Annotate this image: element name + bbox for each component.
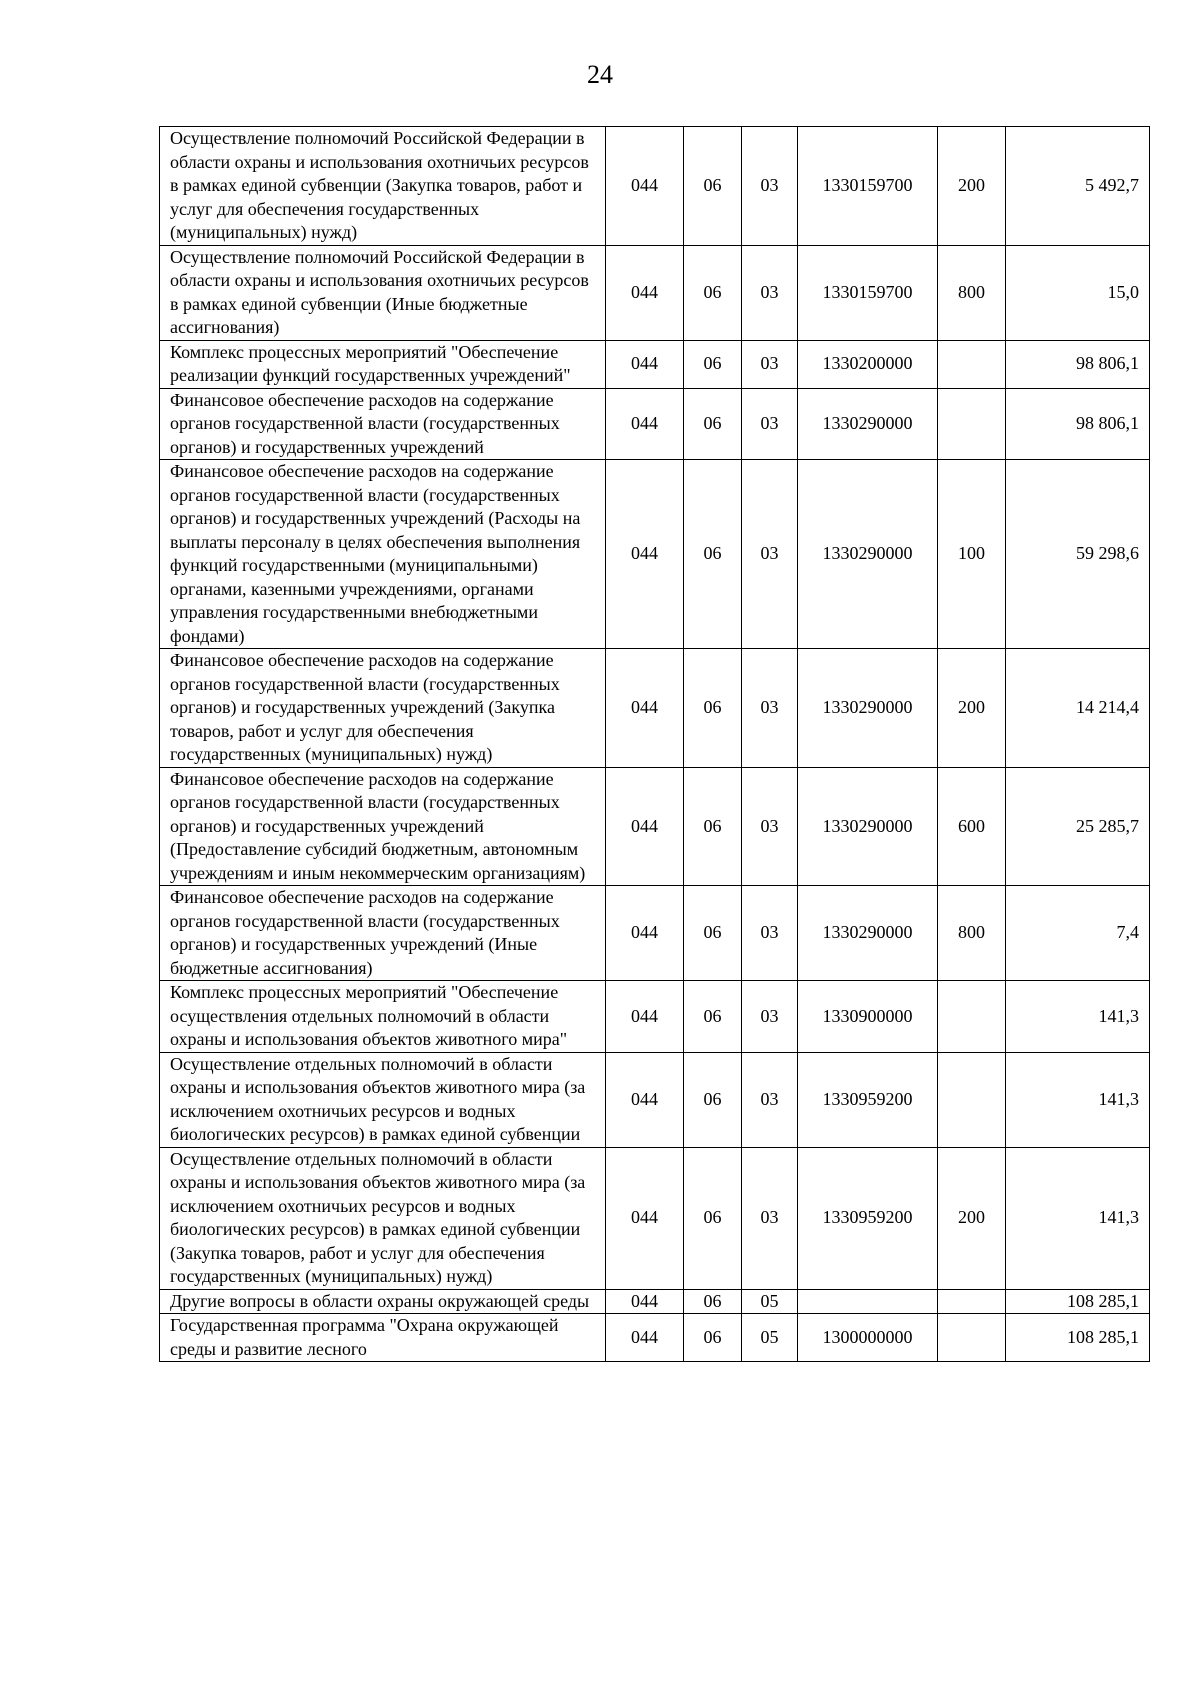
target-article-code (798, 1289, 938, 1314)
table-row (160, 388, 1150, 460)
table-row (160, 460, 1150, 649)
amount: 25 285,7 (1006, 767, 1150, 886)
expense-type-code (938, 981, 1006, 1053)
amount: 7,4 (1006, 886, 1150, 981)
table-row (160, 127, 1150, 246)
target-article-code: 1330159700 (798, 245, 938, 340)
expense-name: Комплекс процессных мероприятий "Обеспечение реализации функций государственных учреждений" (160, 340, 606, 388)
target-article-code: 1330290000 (798, 460, 938, 649)
subsection-code: 03 (742, 886, 798, 981)
target-article-code: 1330200000 (798, 340, 938, 388)
table-row (160, 649, 1150, 768)
department-code: 044 (606, 886, 684, 981)
subsection-code: 03 (742, 981, 798, 1053)
table-row (160, 767, 1150, 886)
expense-name: Финансовое обеспечение расходов на содержание органов государственной власти (государственных органов) и государственных учреждений (160, 388, 606, 460)
table-row (160, 1147, 1150, 1289)
amount: 5 492,7 (1006, 127, 1150, 246)
department-code: 044 (606, 767, 684, 886)
section-code: 06 (684, 388, 742, 460)
subsection-code: 03 (742, 340, 798, 388)
section-code: 06 (684, 1289, 742, 1314)
amount: 98 806,1 (1006, 388, 1150, 460)
target-article-code: 1330290000 (798, 649, 938, 768)
target-article-code: 1330290000 (798, 767, 938, 886)
amount: 141,3 (1006, 981, 1150, 1053)
expense-type-code: 200 (938, 1147, 1006, 1289)
target-article-code: 1300000000 (798, 1314, 938, 1362)
expense-type-code: 600 (938, 767, 1006, 886)
target-article-code: 1330159700 (798, 127, 938, 246)
expense-name: Финансовое обеспечение расходов на содержание органов государственной власти (государственных органов) и государственных учреждений (Предоставление субсидий бюджетным, автономным учреждениям и иным некоммерческим организациям) (160, 767, 606, 886)
department-code: 044 (606, 340, 684, 388)
section-code: 06 (684, 649, 742, 768)
expense-name: Осуществление полномочий Российской Федерации в области охраны и использования охотничьих ресурсов в рамках единой субвенции (Иные бюджетные ассигнования) (160, 245, 606, 340)
amount: 108 285,1 (1006, 1314, 1150, 1362)
department-code: 044 (606, 1314, 684, 1362)
subsection-code: 05 (742, 1314, 798, 1362)
section-code: 06 (684, 886, 742, 981)
table-row (160, 1052, 1150, 1147)
table-row (160, 1289, 1150, 1314)
department-code: 044 (606, 127, 684, 246)
expense-name: Финансовое обеспечение расходов на содержание органов государственной власти (государственных органов) и государственных учреждений (Иные бюджетные ассигнования) (160, 886, 606, 981)
expense-name: Финансовое обеспечение расходов на содержание органов государственной власти (государственных органов) и государственных учреждений (Расходы на выплаты персоналу в целях обеспечения выполнения функций государственными (муниципальными) органами, казенными учреждениями, органами управления государственными внебюджетными фондами) (160, 460, 606, 649)
section-code: 06 (684, 1147, 742, 1289)
target-article-code: 1330959200 (798, 1147, 938, 1289)
department-code: 044 (606, 388, 684, 460)
department-code: 044 (606, 649, 684, 768)
expense-name: Комплекс процессных мероприятий "Обеспечение осуществления отдельных полномочий в области охраны и использования объектов животного мира" (160, 981, 606, 1053)
table-row (160, 1314, 1150, 1362)
section-code: 06 (684, 340, 742, 388)
subsection-code: 03 (742, 1052, 798, 1147)
amount: 108 285,1 (1006, 1289, 1150, 1314)
subsection-code: 03 (742, 127, 798, 246)
target-article-code: 1330900000 (798, 981, 938, 1053)
expense-type-code (938, 388, 1006, 460)
table-row (160, 886, 1150, 981)
subsection-code: 03 (742, 649, 798, 768)
amount: 141,3 (1006, 1052, 1150, 1147)
expense-type-code: 800 (938, 886, 1006, 981)
table-row (160, 340, 1150, 388)
expense-name: Осуществление отдельных полномочий в области охраны и использования объектов животного мира (за исключением охотничьих ресурсов и водных биологических ресурсов) в рамках единой субвенции (Закупка товаров, работ и услуг для обеспечения государственных (муниципальных) нужд) (160, 1147, 606, 1289)
section-code: 06 (684, 245, 742, 340)
table-row (160, 981, 1150, 1053)
department-code: 044 (606, 981, 684, 1053)
subsection-code: 03 (742, 767, 798, 886)
amount: 98 806,1 (1006, 340, 1150, 388)
budget-table-body (160, 127, 1150, 1362)
section-code: 06 (684, 1052, 742, 1147)
page-number: 24 (587, 60, 613, 89)
expense-type-code (938, 1289, 1006, 1314)
amount: 14 214,4 (1006, 649, 1150, 768)
subsection-code: 03 (742, 388, 798, 460)
amount: 59 298,6 (1006, 460, 1150, 649)
subsection-code: 03 (742, 460, 798, 649)
subsection-code: 03 (742, 1147, 798, 1289)
subsection-code: 03 (742, 245, 798, 340)
budget-table (159, 126, 1150, 1362)
section-code: 06 (684, 981, 742, 1053)
expense-type-code (938, 1314, 1006, 1362)
expense-name: Осуществление полномочий Российской Федерации в области охраны и использования охотничьих ресурсов в рамках единой субвенции (Закупка товаров, работ и услуг для обеспечения государственных (муниципальных) нужд) (160, 127, 606, 246)
expense-name: Финансовое обеспечение расходов на содержание органов государственной власти (государственных органов) и государственных учреждений (Закупка товаров, работ и услуг для обеспечения государственных (муниципальных) нужд) (160, 649, 606, 768)
target-article-code: 1330290000 (798, 388, 938, 460)
expense-name: Государственная программа "Охрана окружающей среды и развитие лесного (160, 1314, 606, 1362)
expense-type-code: 800 (938, 245, 1006, 340)
amount: 141,3 (1006, 1147, 1150, 1289)
department-code: 044 (606, 1289, 684, 1314)
expense-type-code (938, 340, 1006, 388)
target-article-code: 1330290000 (798, 886, 938, 981)
expense-type-code (938, 1052, 1006, 1147)
section-code: 06 (684, 127, 742, 246)
target-article-code: 1330959200 (798, 1052, 938, 1147)
expense-type-code: 200 (938, 649, 1006, 768)
section-code: 06 (684, 460, 742, 649)
expense-name: Осуществление отдельных полномочий в области охраны и использования объектов животного мира (за исключением охотничьих ресурсов и водных биологических ресурсов) в рамках единой субвенции (160, 1052, 606, 1147)
department-code: 044 (606, 1147, 684, 1289)
amount: 15,0 (1006, 245, 1150, 340)
section-code: 06 (684, 1314, 742, 1362)
department-code: 044 (606, 245, 684, 340)
expense-type-code: 100 (938, 460, 1006, 649)
expense-name: Другие вопросы в области охраны окружающей среды (160, 1289, 606, 1314)
expense-type-code: 200 (938, 127, 1006, 246)
subsection-code: 05 (742, 1289, 798, 1314)
section-code: 06 (684, 767, 742, 886)
table-row (160, 245, 1150, 340)
department-code: 044 (606, 460, 684, 649)
department-code: 044 (606, 1052, 684, 1147)
